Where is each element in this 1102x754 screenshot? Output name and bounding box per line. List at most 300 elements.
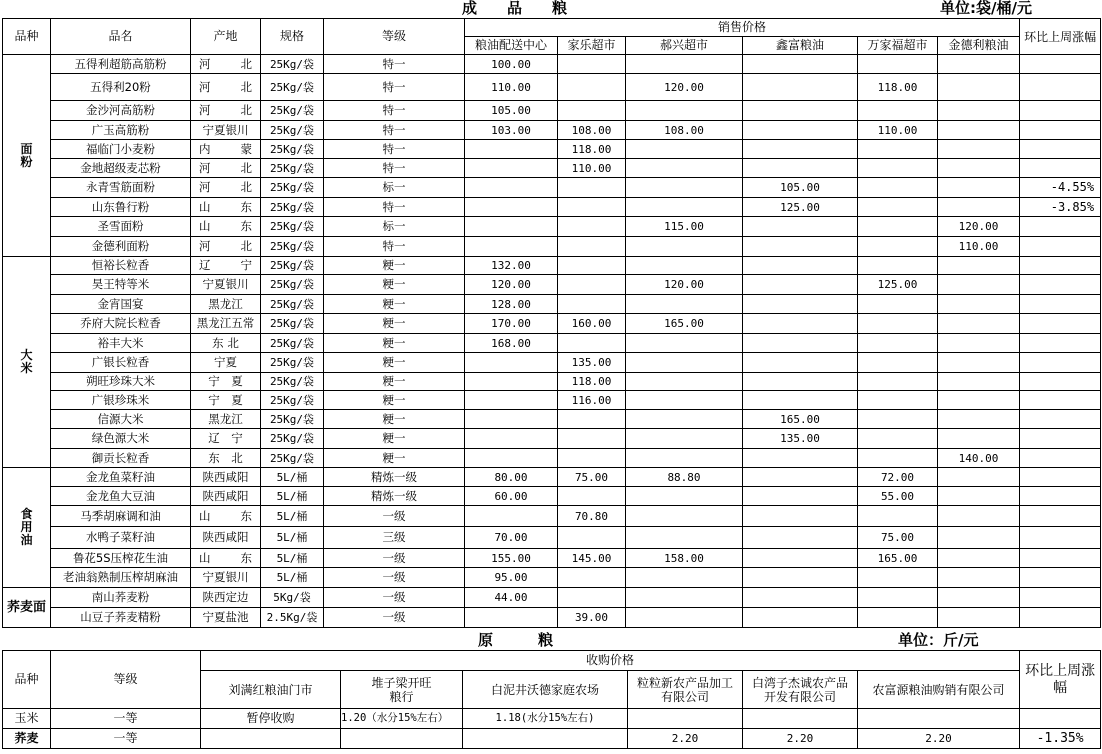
origin-part: 蒙 (240, 141, 252, 156)
weekly-change (1020, 275, 1101, 295)
price-cell (558, 217, 626, 237)
table-row (3, 373, 1101, 391)
product-grade: 特一 (324, 101, 465, 121)
product-spec: 25Kg/袋 (261, 178, 324, 198)
product-name: 绿色源大米 (51, 429, 191, 449)
weekly-change (1020, 101, 1101, 121)
price-cell (938, 391, 1020, 410)
product-name: 金沙河高筋粉 (51, 101, 191, 121)
origin-part: 山 (199, 219, 211, 233)
price-cell (743, 121, 858, 140)
price-cell: 95.00 (465, 568, 558, 588)
price-cell (743, 295, 858, 314)
product-grade: 精炼一级 (324, 468, 465, 487)
price-cell (858, 373, 938, 391)
header-buyer: 白泥井沃德家庭农场 (463, 671, 628, 709)
raw-header-weekly-change: 环比上周涨幅 (1020, 651, 1101, 709)
price-cell (858, 295, 938, 314)
product-spec: 25Kg/袋 (261, 159, 324, 178)
price-cell (858, 101, 938, 121)
price-cell (938, 275, 1020, 295)
price-cell (743, 217, 858, 237)
table-row (3, 140, 1101, 159)
table-row (3, 449, 1101, 468)
price-cell (938, 257, 1020, 275)
weekly-change (1020, 334, 1101, 353)
table-row (3, 608, 1101, 628)
price-cell (938, 588, 1020, 608)
product-name: 南山荞麦粉 (51, 588, 191, 608)
product-spec: 25Kg/袋 (261, 140, 324, 159)
product-spec: 25Kg/袋 (261, 429, 324, 449)
price-cell (938, 334, 1020, 353)
product-spec: 25Kg/袋 (261, 391, 324, 410)
weekly-change (1020, 55, 1101, 74)
price-cell (465, 608, 558, 628)
table-row (3, 468, 1101, 487)
product-grade: 一级 (324, 588, 465, 608)
price-cell (558, 527, 626, 549)
product-grade: 一级 (324, 608, 465, 628)
weekly-change: -1.35% (1020, 729, 1101, 749)
price-cell (743, 487, 858, 506)
price-cell (938, 506, 1020, 527)
price-cell (938, 295, 1020, 314)
header-sales-price: 销售价格 (465, 19, 1020, 37)
header-name: 品名 (51, 19, 191, 55)
product-spec: 25Kg/袋 (261, 101, 324, 121)
price-cell (743, 549, 858, 568)
price-cell (626, 140, 743, 159)
weekly-change (1020, 353, 1101, 373)
table-row (3, 314, 1101, 334)
raw-grade: 一等 (51, 709, 201, 729)
origin-part: 山 (199, 550, 211, 565)
purchase-price-cell (463, 729, 628, 749)
price-cell: 145.00 (558, 549, 626, 568)
price-cell: 115.00 (626, 217, 743, 237)
product-origin (191, 549, 261, 568)
price-cell (465, 506, 558, 527)
price-cell: 70.80 (558, 506, 626, 527)
product-origin: 宁夏银川 (191, 568, 261, 588)
product-grade: 粳一 (324, 353, 465, 373)
price-cell: 125.00 (858, 275, 938, 295)
purchase-price-cell: 2.20 (858, 729, 1020, 749)
product-grade: 特一 (324, 198, 465, 217)
origin-part: 北 (240, 239, 252, 253)
product-origin: 陕西咸阳 (191, 527, 261, 549)
product-origin: 宁夏盐池 (191, 608, 261, 628)
table-row (3, 295, 1101, 314)
price-cell (938, 101, 1020, 121)
price-cell (938, 468, 1020, 487)
weekly-change (1020, 527, 1101, 549)
weekly-change (1020, 257, 1101, 275)
table-row (3, 257, 1101, 275)
weekly-change (1020, 74, 1101, 101)
price-cell (743, 275, 858, 295)
product-name: 永青雪筋面粉 (51, 178, 191, 198)
table-row (3, 178, 1101, 198)
price-cell (626, 257, 743, 275)
product-spec: 5L/桶 (261, 506, 324, 527)
weekly-change (1020, 159, 1101, 178)
origin-part: 河 (199, 239, 211, 253)
origin-part: 东 (240, 508, 252, 523)
header-grade: 等级 (324, 19, 465, 55)
price-cell (938, 55, 1020, 74)
price-cell: 128.00 (465, 295, 558, 314)
price-cell: 168.00 (465, 334, 558, 353)
product-origin: 宁夏银川 (191, 275, 261, 295)
price-cell (558, 429, 626, 449)
origin-part: 河 (199, 79, 211, 94)
price-cell (743, 74, 858, 101)
price-cell: 39.00 (558, 608, 626, 628)
price-cell (626, 295, 743, 314)
price-cell (743, 588, 858, 608)
product-origin: 黑龙江 (191, 410, 261, 429)
price-cell: 103.00 (465, 121, 558, 140)
price-cell (858, 334, 938, 353)
price-cell (743, 391, 858, 410)
raw-header-category: 品种 (3, 651, 51, 709)
price-cell (938, 527, 1020, 549)
price-cell: 108.00 (626, 121, 743, 140)
price-cell (626, 159, 743, 178)
product-origin (191, 257, 261, 275)
origin-part: 河 (199, 180, 211, 194)
product-spec: 25Kg/袋 (261, 237, 324, 257)
header-buyer: 刘满红粮油门市 (201, 671, 341, 709)
finished-grain-unit: 单位:袋/桶/元 (940, 0, 1032, 17)
price-cell: 105.00 (465, 101, 558, 121)
price-cell (938, 487, 1020, 506)
price-cell (465, 178, 558, 198)
price-cell: 125.00 (743, 198, 858, 217)
product-spec: 5L/桶 (261, 487, 324, 506)
header-store: 万家福超市 (858, 37, 938, 55)
header-store: 粮油配送中心 (465, 37, 558, 55)
weekly-change: -4.55% (1020, 178, 1101, 198)
product-name: 广银珍珠米 (51, 391, 191, 410)
table-row (3, 237, 1101, 257)
product-spec: 25Kg/袋 (261, 373, 324, 391)
price-cell: 55.00 (858, 487, 938, 506)
category-char: 大 (20, 348, 33, 362)
price-cell: 165.00 (858, 549, 938, 568)
price-cell (858, 140, 938, 159)
price-cell (938, 549, 1020, 568)
raw-header-grade: 等级 (51, 651, 201, 709)
product-origin: 黑龙江 (191, 295, 261, 314)
product-grade: 特一 (324, 159, 465, 178)
product-grade: 粳一 (324, 314, 465, 334)
weekly-change (1020, 410, 1101, 429)
price-cell (465, 449, 558, 468)
origin-part: 北 (240, 56, 252, 71)
table-row (3, 275, 1101, 295)
price-cell (626, 353, 743, 373)
price-cell (938, 198, 1020, 217)
product-grade: 特一 (324, 121, 465, 140)
price-cell (465, 159, 558, 178)
price-cell: 100.00 (465, 55, 558, 74)
product-name: 山豆子荞麦精粉 (51, 608, 191, 628)
table-row (3, 729, 1101, 749)
category-char: 面 (20, 141, 33, 156)
category-char: 粉 (20, 154, 33, 169)
price-cell (743, 373, 858, 391)
price-cell (465, 198, 558, 217)
product-origin (191, 74, 261, 101)
price-cell: 110.00 (465, 74, 558, 101)
origin-part: 北 (240, 103, 252, 117)
product-name: 金地超级麦芯粉 (51, 159, 191, 178)
product-name: 广玉高筋粉 (51, 121, 191, 140)
product-spec: 5L/桶 (261, 468, 324, 487)
purchase-price-cell: 2.20 (743, 729, 858, 749)
price-cell: 105.00 (743, 178, 858, 198)
product-spec: 25Kg/袋 (261, 314, 324, 334)
price-cell (626, 429, 743, 449)
price-cell (743, 506, 858, 527)
product-grade: 粳一 (324, 275, 465, 295)
header-store: 家乐超市 (558, 37, 626, 55)
product-origin (191, 198, 261, 217)
raw-grain-table (2, 650, 1101, 749)
header-buyer: 粒粒新农产品加工有限公司 (628, 671, 743, 709)
origin-part: 河 (199, 56, 211, 71)
table-row (3, 709, 1101, 729)
price-cell (858, 159, 938, 178)
product-grade: 标一 (324, 217, 465, 237)
price-cell: 135.00 (743, 429, 858, 449)
price-cell (558, 334, 626, 353)
price-cell: 160.00 (558, 314, 626, 334)
product-name: 裕丰大米 (51, 334, 191, 353)
price-cell (743, 353, 858, 373)
price-cell (858, 353, 938, 373)
price-cell (558, 101, 626, 121)
price-cell (558, 275, 626, 295)
product-name: 鲁花5S压榨花生油 (51, 549, 191, 568)
price-cell (858, 55, 938, 74)
purchase-price-cell (743, 709, 858, 729)
header-store: 郝兴超市 (626, 37, 743, 55)
category-label (3, 468, 51, 588)
price-cell (465, 391, 558, 410)
header-spec: 规格 (261, 19, 324, 55)
price-cell (743, 101, 858, 121)
price-cell (858, 257, 938, 275)
product-grade: 精炼一级 (324, 487, 465, 506)
price-cell (465, 217, 558, 237)
price-cell (465, 373, 558, 391)
product-name: 老油翁熟制压榨胡麻油 (51, 568, 191, 588)
table-row (3, 159, 1101, 178)
weekly-change (1020, 709, 1101, 729)
raw-grain-unit: 单位：斤/元 (898, 631, 979, 649)
price-cell (743, 449, 858, 468)
price-cell: 170.00 (465, 314, 558, 334)
price-cell: 108.00 (558, 121, 626, 140)
price-cell: 60.00 (465, 487, 558, 506)
raw-category: 玉米 (3, 709, 51, 729)
price-cell (626, 608, 743, 628)
price-cell (858, 314, 938, 334)
weekly-change (1020, 373, 1101, 391)
price-cell (558, 237, 626, 257)
price-cell (743, 159, 858, 178)
product-spec: 25Kg/袋 (261, 55, 324, 74)
product-spec: 5L/桶 (261, 527, 324, 549)
price-cell (558, 487, 626, 506)
weekly-change (1020, 391, 1101, 410)
product-origin: 辽 宁 (191, 429, 261, 449)
product-grade: 特一 (324, 140, 465, 159)
price-cell (743, 608, 858, 628)
product-origin: 东 北 (191, 334, 261, 353)
price-cell (626, 449, 743, 468)
header-store: 鑫富粮油 (743, 37, 858, 55)
product-origin: 宁 夏 (191, 373, 261, 391)
price-cell (858, 608, 938, 628)
weekly-change (1020, 468, 1101, 487)
price-cell: 132.00 (465, 257, 558, 275)
price-cell (858, 237, 938, 257)
product-grade: 粳一 (324, 334, 465, 353)
origin-part: 山 (199, 508, 211, 523)
price-cell: 135.00 (558, 353, 626, 373)
price-cell: 158.00 (626, 549, 743, 568)
price-cell (858, 178, 938, 198)
price-cell (938, 140, 1020, 159)
price-cell (858, 568, 938, 588)
purchase-price-cell: 1.18(水分15%左右) (463, 709, 628, 729)
weekly-change (1020, 588, 1101, 608)
product-spec: 25Kg/袋 (261, 198, 324, 217)
price-cell (743, 527, 858, 549)
price-cell (858, 506, 938, 527)
origin-part: 北 (240, 160, 252, 175)
product-spec: 5L/桶 (261, 568, 324, 588)
weekly-change (1020, 449, 1101, 468)
product-origin (191, 217, 261, 237)
price-cell: 118.00 (558, 373, 626, 391)
product-origin: 宁夏 (191, 353, 261, 373)
table-row (3, 198, 1101, 217)
price-cell: 155.00 (465, 549, 558, 568)
product-origin: 陕西定边 (191, 588, 261, 608)
price-cell (626, 506, 743, 527)
price-cell (465, 353, 558, 373)
product-name: 马季胡麻调和油 (51, 506, 191, 527)
price-cell (465, 429, 558, 449)
origin-part: 辽 (199, 258, 211, 272)
price-cell (626, 178, 743, 198)
finished-grain-table (2, 18, 1101, 628)
price-cell (558, 449, 626, 468)
header-buyer: 农富源粮油购销有限公司 (858, 671, 1020, 709)
price-cell: 75.00 (858, 527, 938, 549)
price-cell (626, 198, 743, 217)
product-grade: 粳一 (324, 449, 465, 468)
price-cell (626, 487, 743, 506)
product-name: 恒裕长粒香 (51, 257, 191, 275)
price-cell: 118.00 (558, 140, 626, 159)
price-cell (558, 295, 626, 314)
price-cell: 165.00 (743, 410, 858, 429)
price-cell: 120.00 (465, 275, 558, 295)
price-cell (858, 449, 938, 468)
price-cell (743, 468, 858, 487)
product-grade: 粳一 (324, 295, 465, 314)
origin-part: 河 (199, 160, 211, 175)
purchase-price-cell (341, 729, 463, 749)
product-origin (191, 140, 261, 159)
price-cell (858, 429, 938, 449)
category-char: 米 (20, 361, 33, 375)
product-grade: 一级 (324, 568, 465, 588)
product-origin: 陕西咸阳 (191, 487, 261, 506)
finished-grain-title: 成 品 粮 (462, 0, 568, 17)
product-name: 福临门小麦粉 (51, 140, 191, 159)
raw-header-purchase-price: 收购价格 (201, 651, 1020, 671)
table-row (3, 334, 1101, 353)
product-grade: 粳一 (324, 257, 465, 275)
price-cell (938, 121, 1020, 140)
product-grade: 特一 (324, 74, 465, 101)
product-name: 金龙鱼菜籽油 (51, 468, 191, 487)
price-cell: 120.00 (626, 74, 743, 101)
origin-part: 内 (199, 141, 211, 156)
product-grade: 粳一 (324, 429, 465, 449)
weekly-change (1020, 568, 1101, 588)
price-cell (938, 314, 1020, 334)
price-cell (626, 568, 743, 588)
price-cell (938, 429, 1020, 449)
category-label (3, 55, 51, 257)
price-cell: 116.00 (558, 391, 626, 410)
product-name: 信源大米 (51, 410, 191, 429)
table-row (3, 487, 1101, 506)
product-grade: 特一 (324, 55, 465, 74)
product-spec: 25Kg/袋 (261, 257, 324, 275)
price-cell (626, 410, 743, 429)
product-spec: 25Kg/袋 (261, 353, 324, 373)
product-origin: 宁 夏 (191, 391, 261, 410)
price-cell (938, 74, 1020, 101)
product-name: 金宵国宴 (51, 295, 191, 314)
price-cell: 118.00 (858, 74, 938, 101)
weekly-change (1020, 121, 1101, 140)
product-spec: 25Kg/袋 (261, 275, 324, 295)
table-row (3, 429, 1101, 449)
product-grade: 特一 (324, 237, 465, 257)
header-weekly-change: 环比上周涨幅 (1020, 19, 1101, 55)
product-origin (191, 55, 261, 74)
price-cell (938, 159, 1020, 178)
product-grade: 一级 (324, 506, 465, 527)
price-cell (558, 410, 626, 429)
price-cell (938, 410, 1020, 429)
price-cell: 80.00 (465, 468, 558, 487)
table-row (3, 74, 1101, 101)
raw-category: 荞麦 (3, 729, 51, 749)
price-cell (626, 334, 743, 353)
